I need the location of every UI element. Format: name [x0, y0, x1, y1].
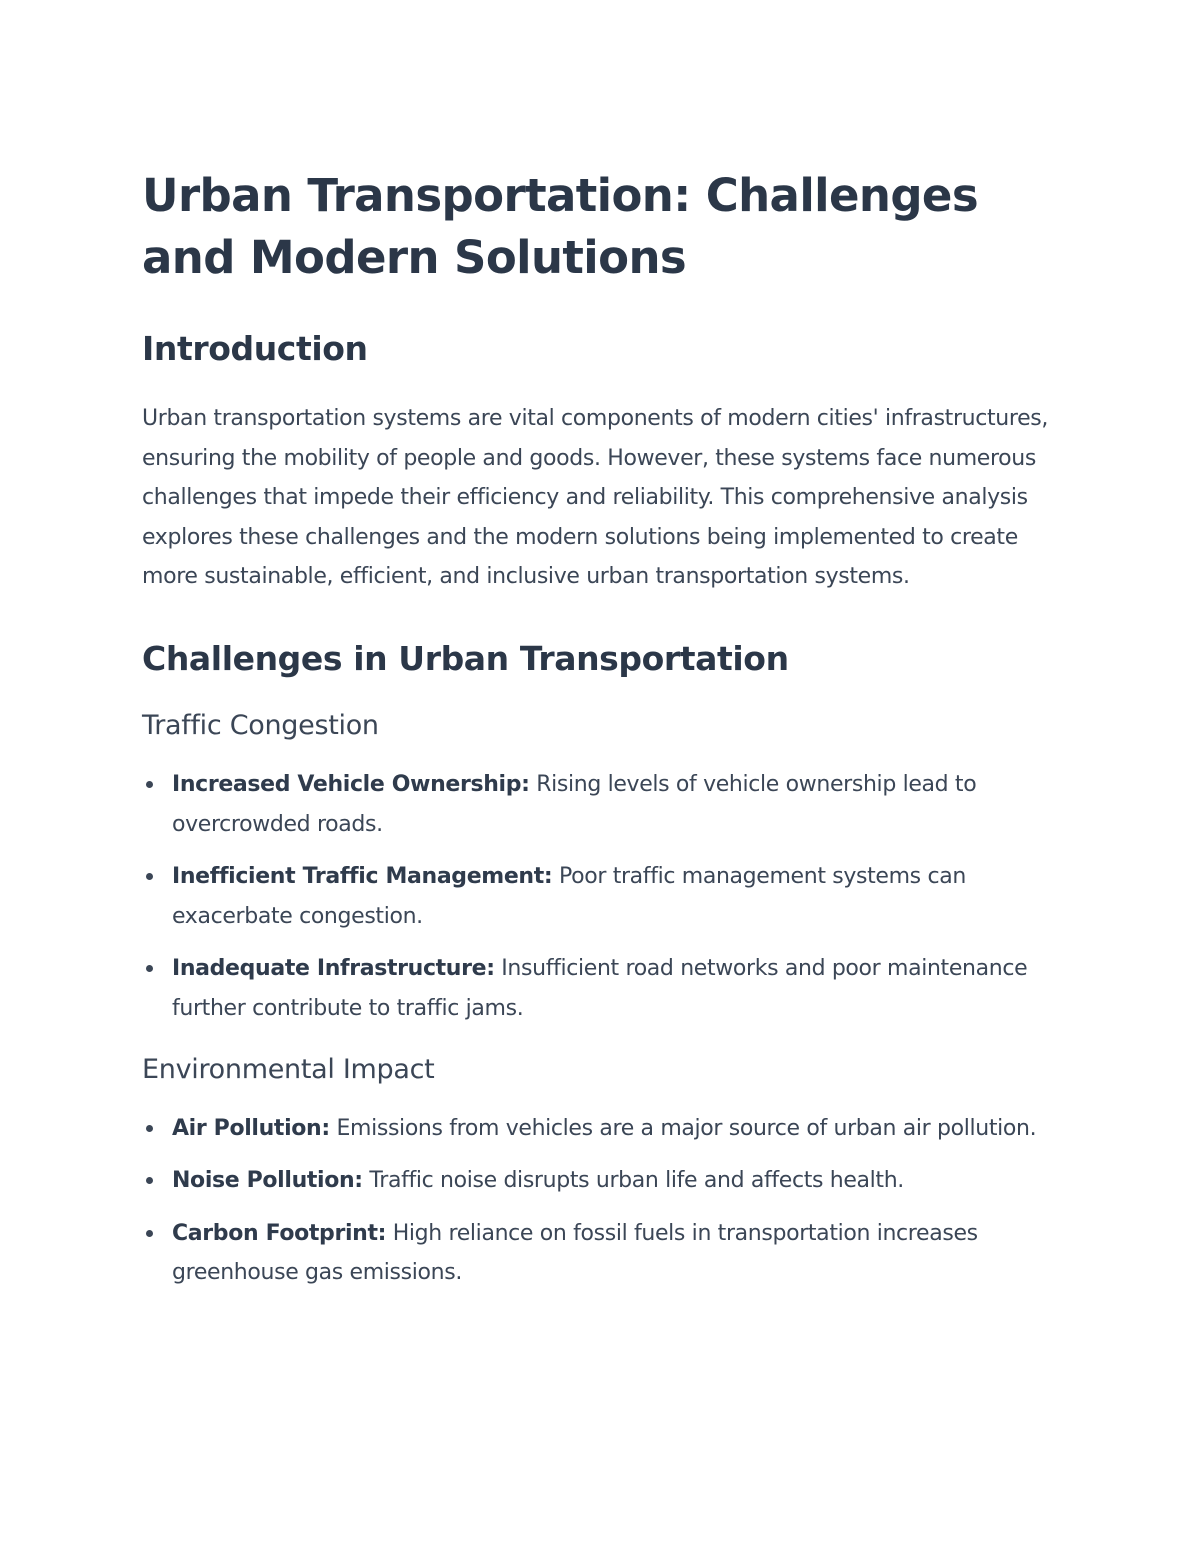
- document-page: [142, 165, 1062, 1293]
- list-item-term: Air Pollution:: [172, 1115, 330, 1141]
- list-item-text: Rising levels of vehicle ownership lead to overcrowded roads.: [172, 771, 977, 837]
- challenges-heading: Challenges in Urban Transportation: [142, 638, 789, 678]
- list-item: [142, 765, 1062, 844]
- introduction-heading: Introduction: [142, 329, 368, 368]
- list-item-term: Noise Pollution:: [172, 1168, 363, 1194]
- traffic-congestion-heading: Traffic Congestion: [142, 709, 379, 741]
- environmental-impact-heading: Environmental Impact: [142, 1053, 435, 1085]
- traffic-congestion-list: [142, 765, 1062, 1029]
- list-item: [142, 857, 1062, 936]
- list-item-term: Carbon Footprint:: [172, 1220, 387, 1246]
- list-item: [142, 1109, 1062, 1149]
- list-item-text: High reliance on fossil fuels in transportation increases greenhouse gas emissions.: [172, 1220, 978, 1286]
- list-item-term: Increased Vehicle Ownership:: [172, 771, 530, 797]
- bullet-icon: [146, 1125, 153, 1132]
- list-item-term: Inadequate Infrastructure:: [172, 956, 495, 982]
- bullet-icon: [146, 781, 153, 788]
- document-title: Urban Transportation: Challenges and Modern Solutions: [142, 169, 979, 284]
- list-item-text: Emissions from vehicles are a major source of urban air pollution.: [329, 1115, 1037, 1141]
- list-item: [142, 1214, 1062, 1293]
- environmental-impact-list: [142, 1109, 1062, 1293]
- list-item-text: Poor traffic management systems can exacerbate congestion.: [172, 864, 966, 929]
- list-item-term: Inefficient Traffic Management:: [172, 864, 553, 890]
- list-item-text: Insufficient road networks and poor maintenance further contribute to traffic jams.: [172, 956, 1028, 1021]
- bullet-icon: [146, 1177, 153, 1184]
- bullet-icon: [146, 1230, 153, 1237]
- introduction-paragraph: Urban transportation systems are vital components of modern cities' infrastructures, ensuring the mobility of people and goods. However, these systems face numerous challenges that impede their efficiency and reliability. This comprehensive analysis explores these challenges and the modern solutions being implemented to create more sustainable, efficient, and inclusive urban transportation systems.: [142, 406, 1049, 590]
- list-item-text: Traffic noise disrupts urban life and affects health.: [362, 1168, 904, 1194]
- bullet-icon: [146, 873, 153, 880]
- list-item: [142, 949, 1062, 1028]
- bullet-icon: [146, 965, 153, 972]
- list-item: [142, 1161, 1062, 1201]
